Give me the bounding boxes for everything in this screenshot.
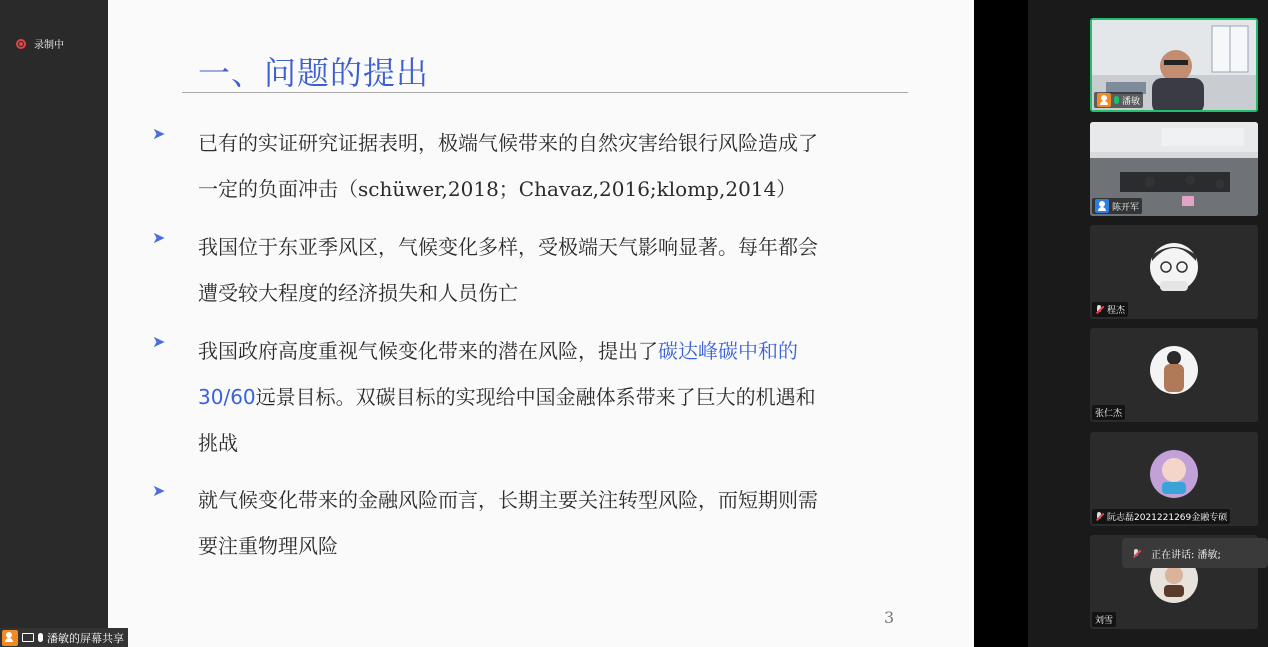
participant-name: 张仁杰: [1095, 409, 1123, 419]
participant-name: 刘雪: [1095, 616, 1114, 626]
title-divider: [182, 92, 908, 93]
speaking-indicator: [1122, 538, 1268, 568]
bullet-item: [152, 477, 952, 569]
screen-share-tag[interactable]: [0, 628, 128, 647]
bullet-item: [152, 328, 952, 466]
bullet-line: 已有的实证研究证据表明，极端气候带来的自然灾害给银行风险造成了: [198, 131, 818, 155]
page-number: 3: [884, 608, 895, 627]
microphone-icon: [38, 633, 43, 642]
participant-name: 潘敏: [1122, 96, 1141, 107]
participant-label: [1092, 405, 1125, 420]
bullet-line: 遭受较大程度的经济损失和人员伤亡: [198, 281, 518, 305]
record-icon: [16, 39, 26, 49]
user-icon: [2, 630, 18, 646]
participant-label: [1092, 302, 1128, 317]
participant-name: 程杰: [1107, 306, 1126, 316]
bullet-item: [152, 120, 952, 212]
participant-label: [1092, 509, 1230, 524]
left-sidebar: [0, 0, 108, 647]
arrow-bullet-icon: ➤: [152, 332, 166, 351]
user-icon: [1097, 93, 1111, 107]
participant-label: [1092, 198, 1142, 214]
slide-title: 一、问题的提出: [198, 54, 430, 92]
screen-share-label: 潘敏的屏幕共享: [47, 631, 124, 645]
bullet-line: 一定的负面冲击（schüwer,2018；Chavaz,2016;klomp,2014）: [198, 177, 797, 201]
recording-indicator[interactable]: [16, 36, 64, 51]
arrow-bullet-icon: ➤: [152, 228, 166, 247]
participant-name: 阮志磊2021221269金融专硕: [1107, 513, 1228, 523]
participant-label: [1092, 612, 1116, 627]
divider-gap: [974, 0, 1028, 647]
recording-label: 录制中: [34, 40, 64, 51]
participant-tile[interactable]: [1090, 432, 1258, 526]
microphone-muted-icon: [1095, 512, 1104, 521]
microphone-icon: [1132, 549, 1141, 558]
participant-label: [1094, 92, 1143, 108]
bullet-text: 我国政府高度重视气候变化带来的潜在风险，提出了: [198, 339, 658, 363]
bullet-line: 我国位于东亚季风区，气候变化多样，受极端天气影响显著。每年都会: [198, 235, 818, 259]
participant-tile[interactable]: [1090, 122, 1258, 216]
user-icon: [1095, 199, 1109, 213]
bullet-line: 挑战: [198, 431, 238, 455]
participant-tile[interactable]: [1090, 328, 1258, 422]
participant-tile[interactable]: [1090, 18, 1258, 112]
shared-slide: [108, 0, 974, 647]
arrow-bullet-icon: ➤: [152, 481, 166, 500]
participant-tile[interactable]: [1090, 225, 1258, 319]
speaking-text: 正在讲话: 潘敏;: [1151, 549, 1221, 561]
microphone-muted-icon: [1095, 305, 1104, 314]
microphone-icon: [1114, 96, 1119, 104]
highlight-text: 碳达峰碳中和的: [658, 339, 798, 363]
screen-share-icon: [22, 633, 34, 642]
highlight-text: 30/60: [198, 385, 256, 409]
bullet-text: 远景目标。双碳目标的实现给中国金融体系带来了巨大的机遇和: [255, 385, 816, 409]
arrow-bullet-icon: ➤: [152, 124, 166, 143]
bullet-item: [152, 224, 952, 316]
bullet-line: 就气候变化带来的金融风险而言，长期主要关注转型风险，而短期则需: [198, 488, 818, 512]
bullet-line: 要注重物理风险: [198, 534, 338, 558]
participant-name: 陈开军: [1112, 202, 1140, 213]
